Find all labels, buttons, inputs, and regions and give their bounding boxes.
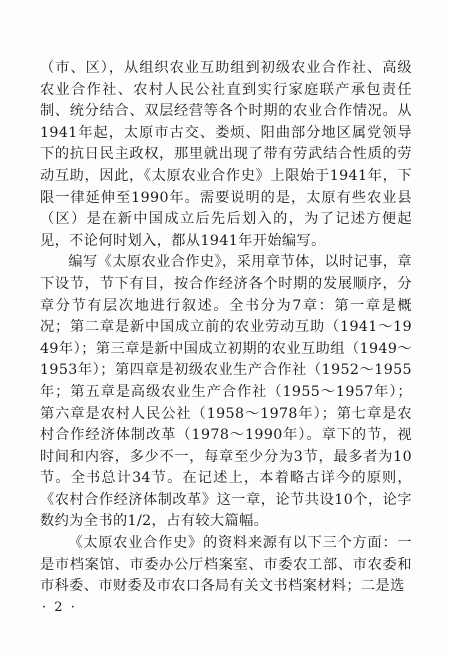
paragraph-2: 编写《太原农业合作史》，采用章节体，以时记事，章下设节，节下有目，按合作经济各个时期的发展顺序，分章分节有层次地进行叙述。全书分为7章：第一章是概况；第二章是新中国成立前的农业劳动互助（1941～1949年）；第三章是新中国成立初期的农业互助组（1949～1953年）；第四章是初级农业生产合作社（1952～1955年；第五章是高级农业生产合作社（1955～1957年）；第六章是农村人民公社（1958～1978年）；第七章是农村合作经济体制改革（1978～1990年）。章下的节，视时间和内容，多少不一，每章至少分为3节，最多者为10节。全书总计34节。在记述上，本着略古详今的原则，《农村合作经济体制改革》这一章，论节共设10个，论字数约为全书的1/2，占有较大篇幅。 bbox=[40, 254, 412, 530]
paragraph-1: （市、区），从组织农业互助组到初级农业合作社、高级农业合作社、农村人民公社直到实行家庭联产承包责任制、统分结合、双层经营等各个时期的农业合作情况。从1941年起，太原市古交、娄烦、阳曲部分地区属党领导下的抗日民主政权，那里就出现了带有劳武结合性质的劳动互助，因此，《太原农业合作史》上限始于1941年，下限一律延伸至1990年。需要说明的是，太原有些农业县（区）是在新中国成立后先后划入的，为了记述方便起见，不论何时划入，都从1941年开始编写。 bbox=[40, 60, 412, 249]
paragraph-3: 《太原农业合作史》的资料来源有以下三个方面：一是市档案馆、市委办公厅档案室、市委农工部、市农委和市科委、市财委及市农口各局有关文书档案材料；二是选 bbox=[40, 535, 412, 595]
page-number: · 2 · bbox=[42, 600, 77, 615]
body-text bbox=[40, 58, 412, 598]
